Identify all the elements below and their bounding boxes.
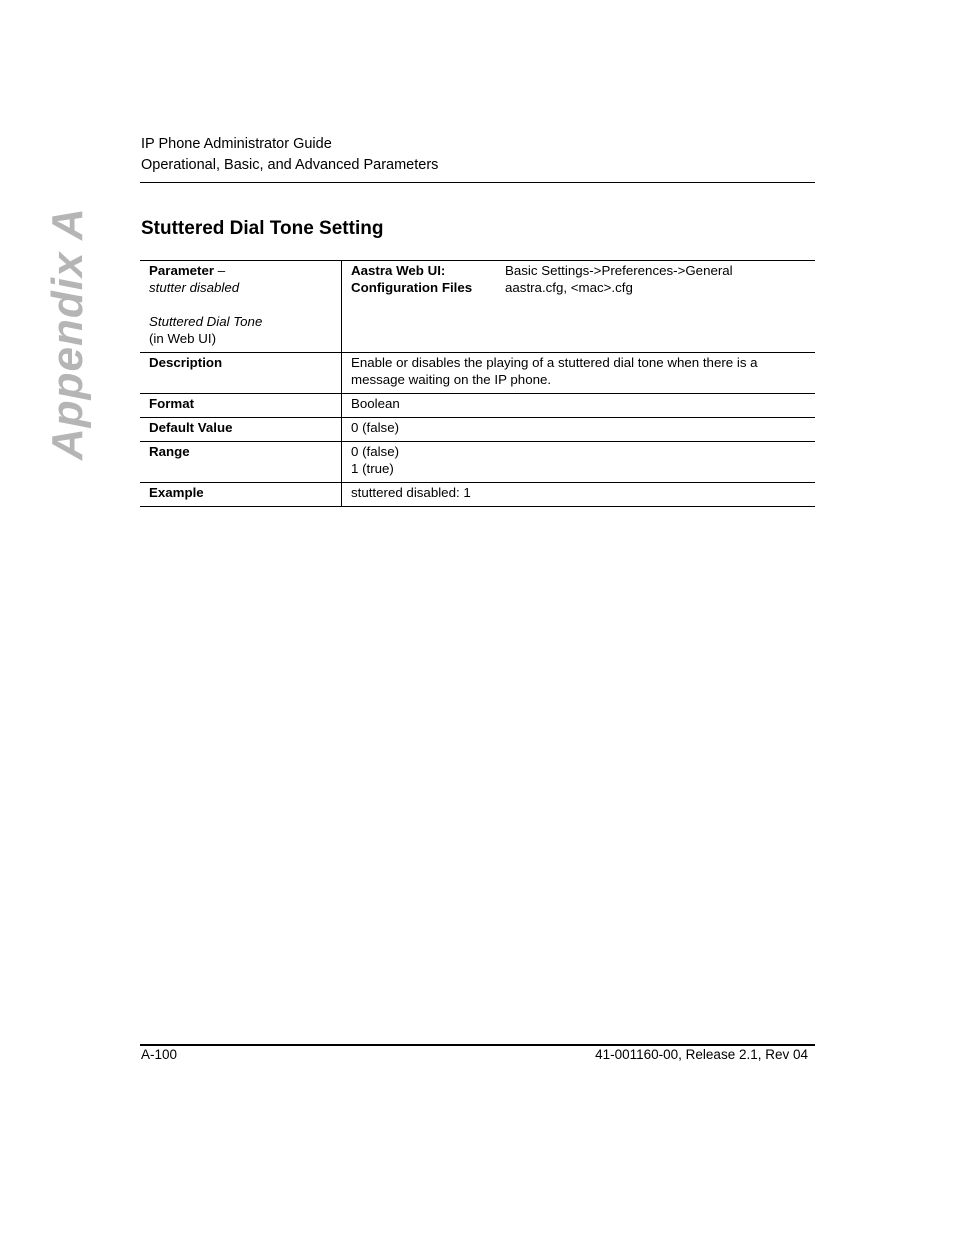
header-divider [140,182,815,183]
row-value: Enable or disables the playing of a stuttered dial tone when there is a message waiting on the IP phone. [342,353,816,394]
web-ui-note: (in Web UI) [149,331,216,346]
range-value-true: 1 (true) [351,461,394,476]
row-value: 0 (false) [342,418,816,442]
parameter-name: stutter disabled [149,280,240,295]
row-value: stuttered disabled: 1 [342,483,816,507]
web-ui-value: Basic Settings->Preferences->General [505,263,733,278]
appendix-side-tab: Appendix A [43,207,92,460]
row-label: Example [140,483,342,507]
web-ui-key: Aastra Web UI: [351,263,446,278]
page-number: A-100 [141,1047,178,1062]
table-row [140,442,815,483]
row-value [342,442,816,483]
footer-divider [140,1044,815,1046]
config-files-key: Configuration Files [351,280,473,295]
table-row [140,394,815,418]
document-id: 41-001160-00, Release 2.1, Rev 04 [595,1047,808,1062]
table-row [140,353,815,394]
range-value-false: 0 (false) [351,444,400,459]
header-subtitle: Operational, Basic, and Advanced Parameters [141,157,439,173]
table-row [140,261,815,353]
parameter-table [140,260,815,507]
parameter-cell [140,261,342,353]
section-title: Stuttered Dial Tone Setting [141,218,384,239]
row-label: Range [140,442,342,483]
location-cell [342,261,816,353]
parameter-label: Parameter [149,263,215,278]
web-ui-name: Stuttered Dial Tone [149,314,263,329]
row-label: Description [140,353,342,394]
header-title: IP Phone Administrator Guide [141,136,332,152]
config-files-value: aastra.cfg, <mac>.cfg [505,280,633,295]
table-row [140,483,815,507]
row-value: Boolean [342,394,816,418]
table-row [140,418,815,442]
row-label: Default Value [140,418,342,442]
parameter-dash: – [214,263,226,278]
row-label: Format [140,394,342,418]
